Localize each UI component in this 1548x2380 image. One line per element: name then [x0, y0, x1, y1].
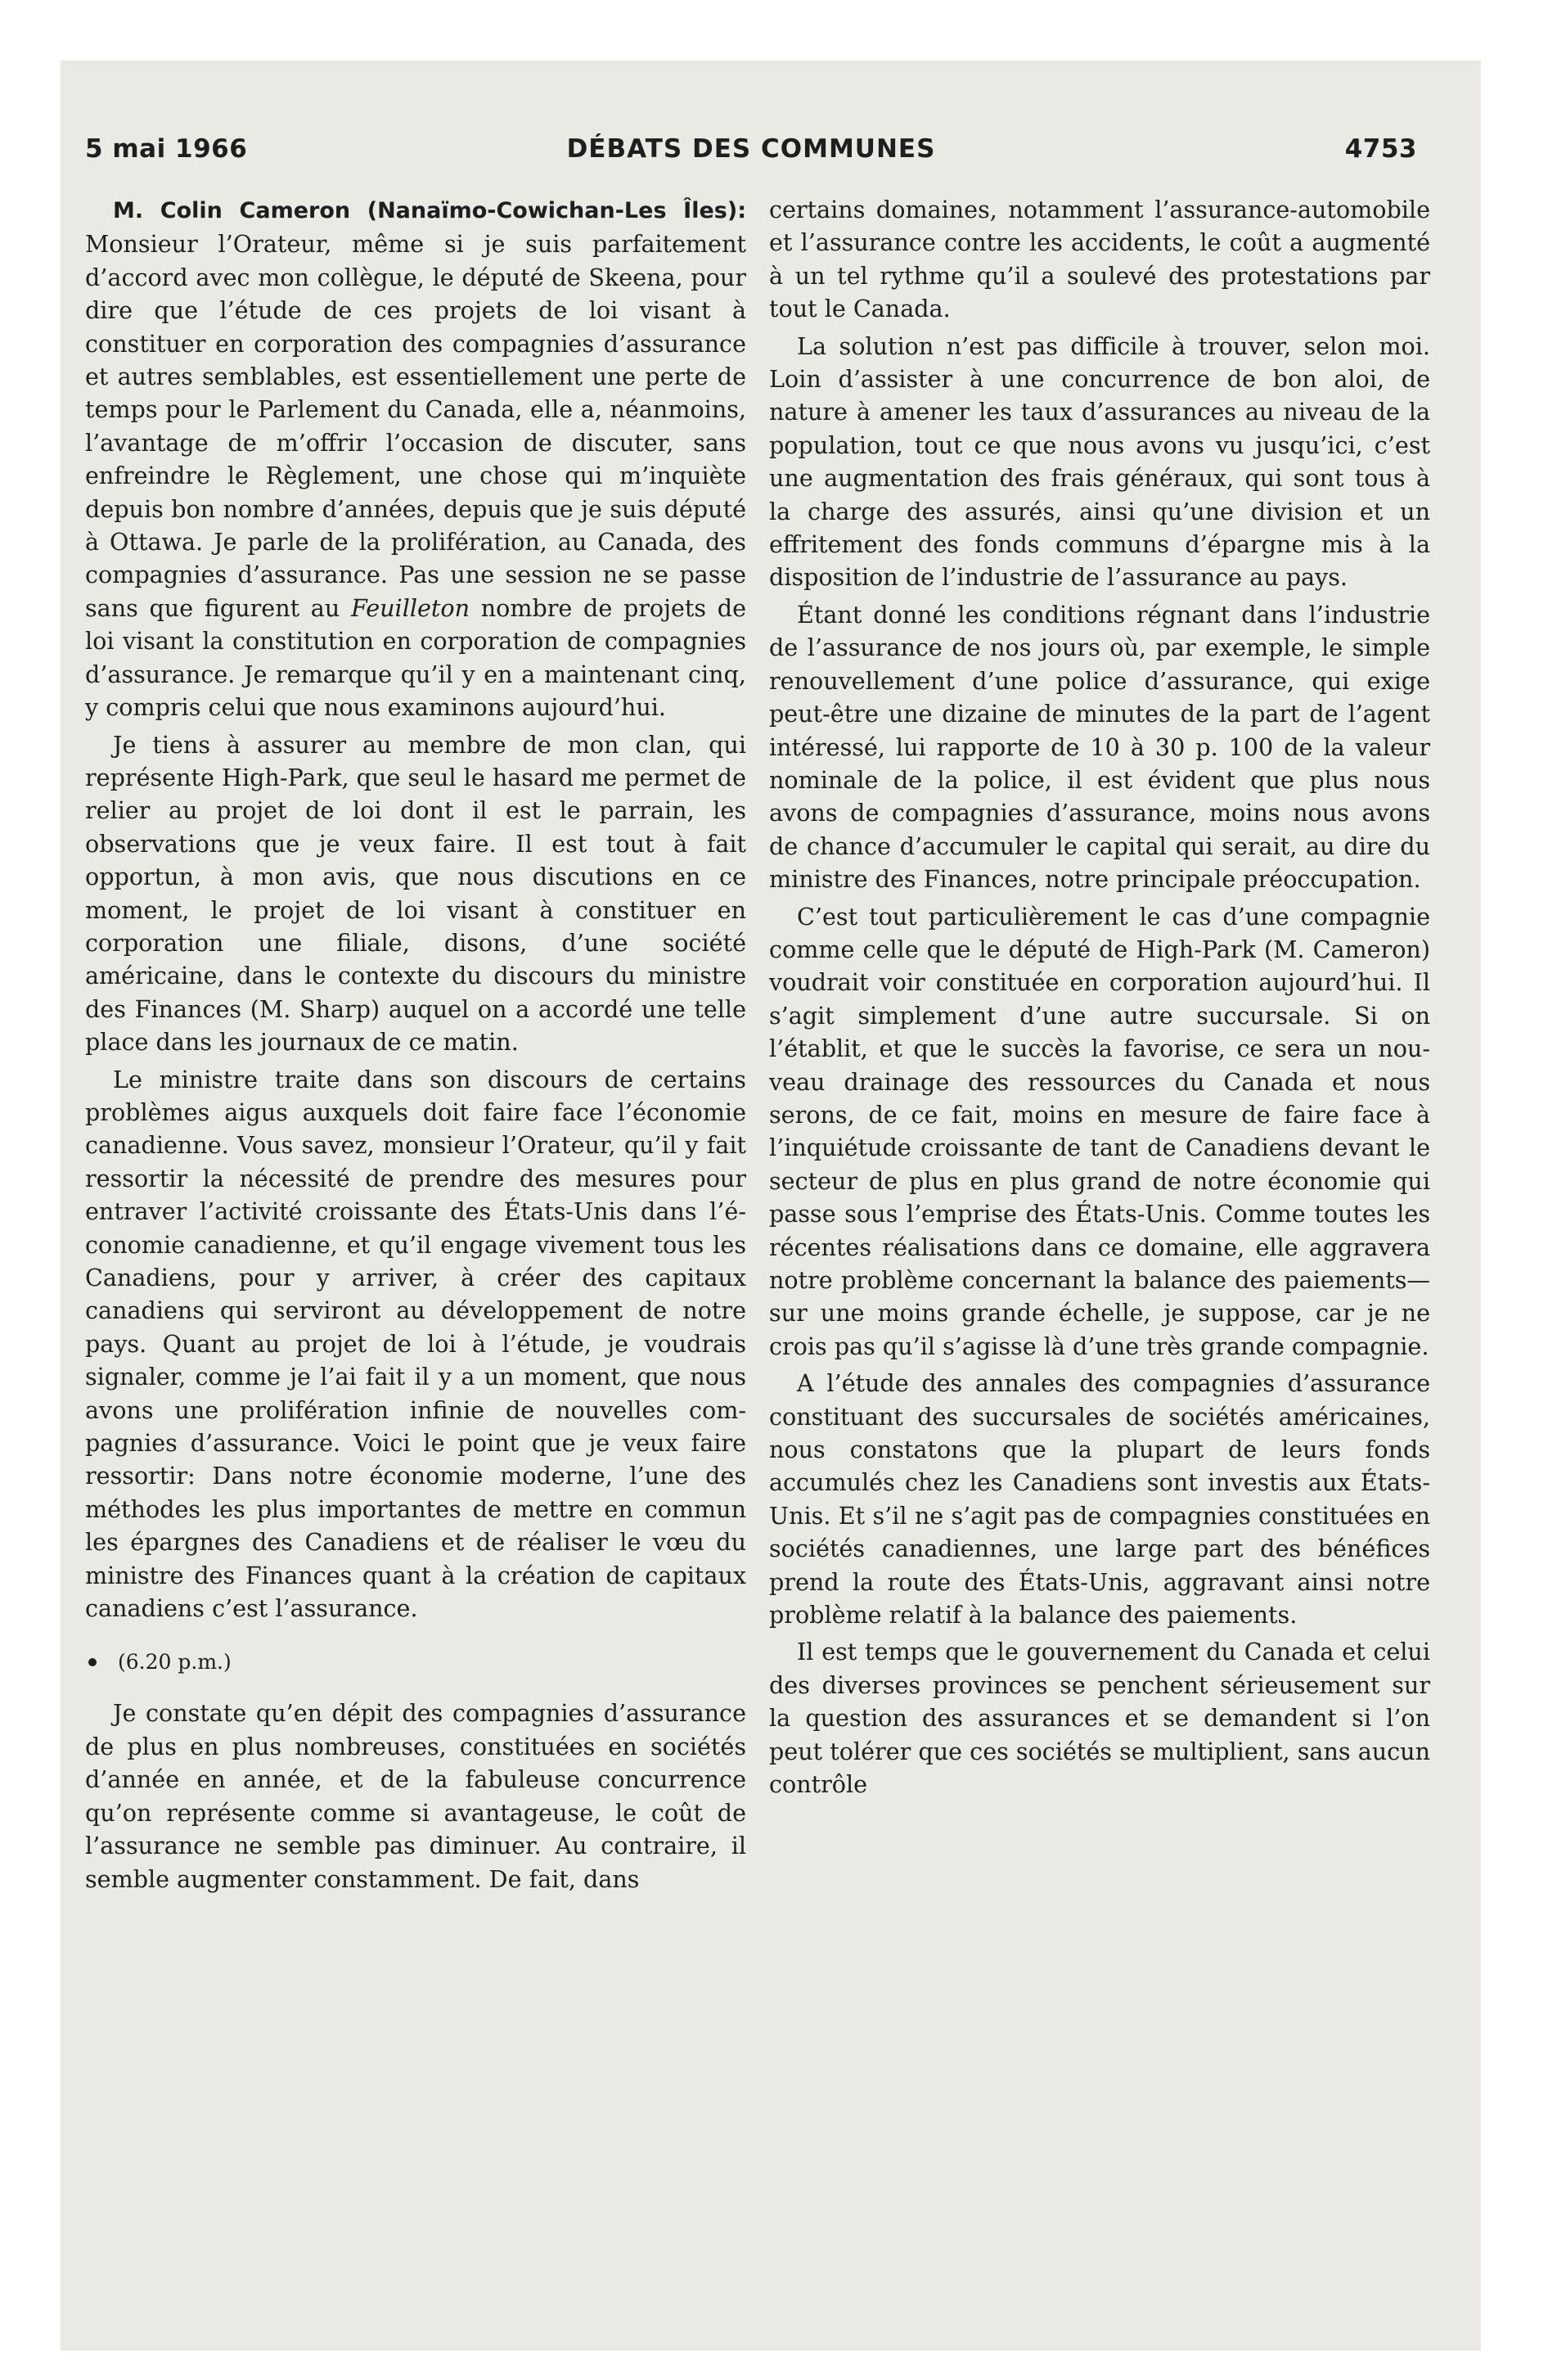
paragraph: C’est tout particulièrement le cas d’une compagnie comme celle que le député de High-Park (M. Cameron) voudrait voir constituée en corporation aujourd’hui. Il s’agit simplement d’une autre succursale. Si on l’établit, et que le succès la favorise, ce sera un nouveau drainage des ressources du Canada et nous serons, de ce fait, moins en mesure de faire face à l’inquiétude croissante de tant de Canadiens devant le secteur de plus en plus grand de notre économie qui passe sous l’emprise des États-Unis. Comme toutes les récentes réalisations dans ce domaine, elle aggravera notre problème concernant la balance des paiements—sur une moins grande échelle, je suppose, car je ne crois pas qu’il s’agisse là d’une très grande compagnie.	[769, 902, 1430, 1360]
paragraph: Étant donné les conditions régnant dans l’industrie de l’assurance de nos jours où, par exemple, le simple renouvellement d’une police d’assurance, qui exige peut-être une dizaine de minutes de la part de l’agent intéressé, lui rapporte de 10 à 30 p. 100 de la valeur nominale de la police, il est évident que plus nous avons de compagnies d’assurance, moins nous avons de chance d’accumuler le capital qui serait, au dire du ministre des Finances, notre principale préoccupation.	[769, 600, 1430, 894]
time-marker	[85, 1649, 746, 1675]
paragraph	[85, 193, 746, 724]
header-date: 5 mai 1966	[85, 134, 248, 164]
paragraph: Je constate qu’en dépit des compagnies d’assurance de plus en plus nombreuses, constituées en sociétés d’année en année, et de la fabuleuse concurrence qu’on représente comme si avantageuse, le coût de l’assurance ne semble pas diminuer. Au contraire, il semble augmenter constamment. De fait, dans	[85, 1699, 746, 1893]
page-header	[85, 134, 1417, 172]
right-column	[769, 193, 1430, 1801]
paragraph: A l’étude des annales des compagnies d’assurance constituant des succursales de sociétés américaines, nous constatons que la plupart de leurs fonds accumulés chez les Canadiens sont investis aux États-Unis. Et s’il ne s’agit pas de compagnies constituées en sociétés canadiennes, une large part des bénéfices prend la route des États-Unis, aggravant ainsi notre problème relatif à la balance des paiements.	[769, 1369, 1430, 1629]
bullet-icon	[88, 1658, 97, 1666]
paragraph: La solution n’est pas difficile à trouver, selon moi. Loin d’assister à une concurrence de bon aloi, de nature à amener les taux d’assurances au niveau de la population, tout ce que nous avons vu jusqu’ici, c’est une augmentation des frais généraux, qui sont tous à la charge des assurés, ainsi qu’une division et un effritement des fonds communs d’épargne mis à la disposition de l’industrie de l’assurance au pays.	[769, 331, 1430, 592]
paragraph-text: nombre de projets de loi visant la constitution en corporation de compagnies d’assurance. Je remarque qu’il y en a maintenant cinq, y compris celui que nous examinons aujourd’hui.	[85, 593, 746, 722]
time-marker-text: (6.20 p.m.)	[118, 1650, 232, 1675]
header-title: DÉBATS DES COMMUNES	[566, 134, 936, 164]
left-column	[85, 193, 746, 1895]
speaker-name: M. Colin Cameron (Nanaïmo-Cowichan-Les Îles):	[113, 198, 746, 223]
paragraph: Je tiens à assurer au membre de mon clan, qui représente High-Park, que seul le hasard me permet de relier au projet de loi dont il est le parrain, les observations que je veux faire. Il est tout à fait opportun, à mon avis, que nous discutions en ce moment, le projet de loi visant à constituer en corporation une filiale, disons, d’une société américaine, dans le contexte du discours du ministre des Finances (M. Sharp) auquel on a accordé une telle place dans les journaux de ce matin.	[85, 730, 746, 1057]
paragraph-text: Monsieur l’Orateur, même si je suis parfaitement d’accord avec mon collègue, le député de Skeena, pour dire que l’étude de ces projets de loi visant à constituer en corporation des compagnies d’assurance et autres semblables, est essentiellement une perte de temps pour le Parlement du Canada, elle a, néanmoins, l’avantage de m’offrir l’occasion de discuter, sans enfreindre le Règlement, une chose qui m’inquiète depuis bon nombre d’années, depuis que je suis député à Ottawa. Je parle de la prolifération, au Canada, des compagnies d’assurance. Pas une session ne se passe sans que figurent au	[85, 230, 746, 622]
paragraph: Le ministre traite dans son discours de certains problèmes aigus auxquels doit faire face l’économie canadienne. Vous savez, monsieur l’Orateur, qu’il y fait ressortir la nécessité de prendre des mesures pour entraver l’activité croissante des États-Unis dans l’économie canadienne, et qu’il engage vivement tous les Canadiens, pour y arriver, à créer des capitaux canadiens qui serviront au développement de notre pays. Quant au projet de loi à l’étude, je voudrais signaler, comme je l’ai fait il y a un moment, que nous avons une prolifération infinie de nouvelles compagnies d’assurance. Voici le point que je veux faire ressortir: Dans notre économie moderne, l’une des méthodes les plus importantes de mettre en commun les épargnes des Canadiens et de réaliser le vœu du ministre des Finances quant à la création de capitaux canadiens c’est l’assurance.	[85, 1065, 746, 1623]
italic-title: Feuilleton	[350, 593, 470, 622]
header-page-number: 4753	[1344, 134, 1417, 164]
paragraph: Il est temps que le gouvernement du Canada et celui des diverses provinces se penchent sérieusement sur la question des assurances et se demandent si l’on peut tolérer que ces sociétés se multiplient, sans aucun contrôle	[769, 1638, 1430, 1799]
paragraph: certains domaines, notamment l’assurance-automobile et l’assurance contre les accidents, le coût a augmenté à un tel rythme qu’il a soulevé des protestations par tout le Canada.	[769, 196, 1430, 323]
